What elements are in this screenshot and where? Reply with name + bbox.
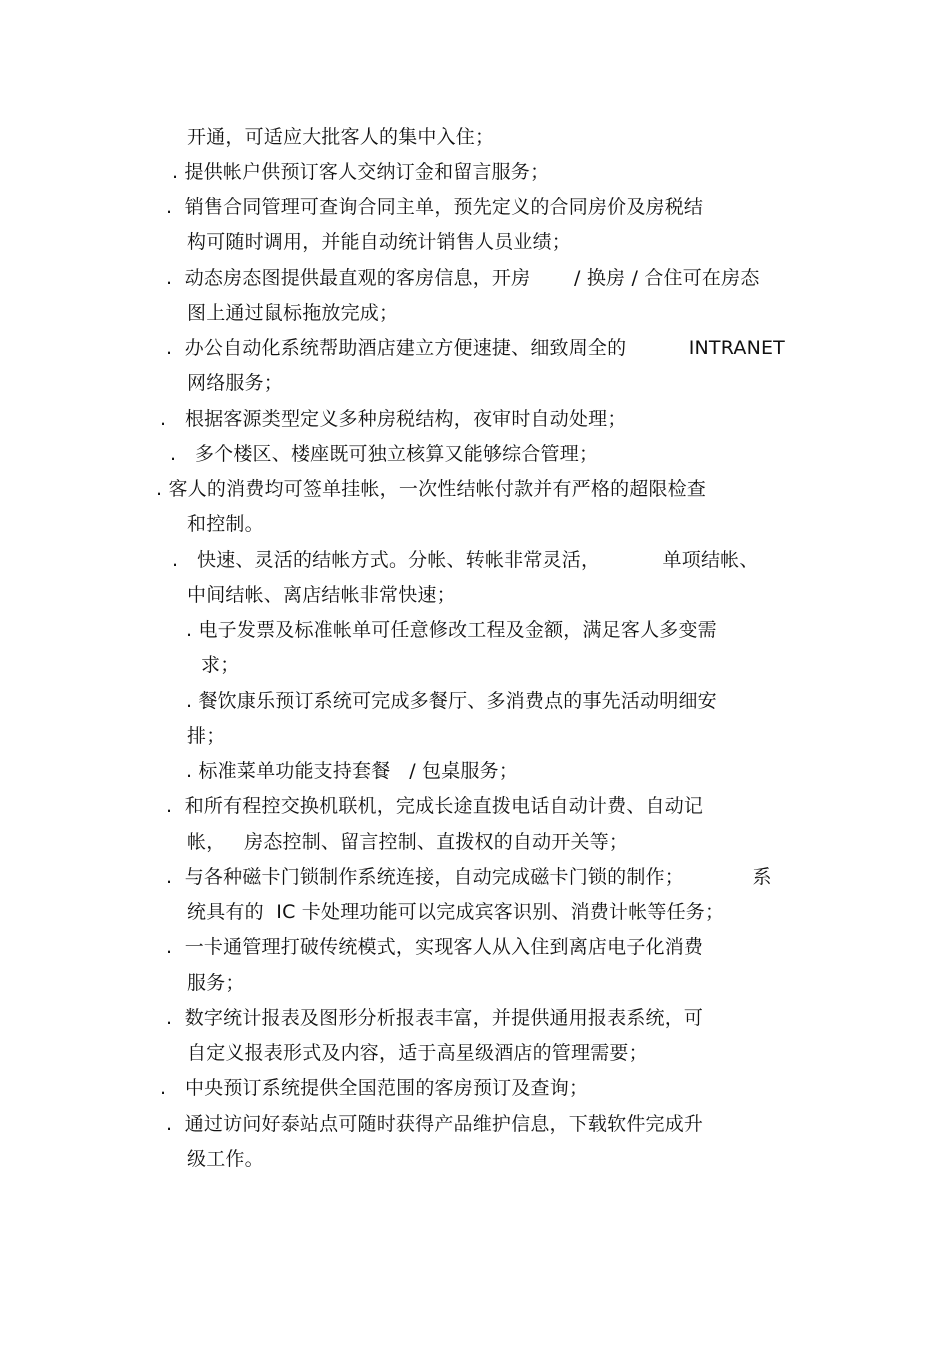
text-line: . 与各种磁卡门锁制作系统连接，自动完成磁卡门锁的制作； 系 (166, 866, 772, 888)
text-line: 图上通过鼠标拖放完成； (187, 302, 399, 324)
text-line: 自定义报表形式及内容，适于高星级酒店的管理需要； (187, 1042, 648, 1064)
text-line: . 餐饮康乐预订系统可完成多餐厅、多消费点的事先活动明细安 (186, 690, 717, 712)
text-line: . 标准菜单功能支持套餐 / 包桌服务； (186, 760, 519, 782)
text-line: . 快速、灵活的结帐方式。分帐、转帐非常灵活， 单项结帐、 (172, 549, 759, 571)
text-line: . 提供帐户供预订客人交纳订金和留言服务； (172, 161, 550, 183)
text-line: 中间结帐、离店结帐非常快速； (187, 584, 456, 606)
text-line: . 中央预订系统提供全国范围的客房预订及查询； (160, 1077, 589, 1099)
text-line: 统具有的 IC 卡处理功能可以完成宾客识别、消费计帐等任务； (187, 901, 725, 923)
text-line: . 根据客源类型定义多种房税结构，夜审时自动处理； (160, 408, 627, 430)
text-line: . 销售合同管理可查询合同主单，预先定义的合同房价及房税结 (166, 196, 704, 218)
text-line: 排； (187, 725, 226, 747)
text-line: 网络服务； (187, 372, 284, 394)
text-line: . 数字统计报表及图形分析报表丰富，并提供通用报表系统，可 (166, 1007, 704, 1029)
text-line: 构可随时调用，并能自动统计销售人员业绩； (187, 231, 572, 253)
text-line: . 一卡通管理打破传统模式，实现客人从入住到离店电子化消费 (166, 936, 704, 958)
text-line: . 动态房态图提供最直观的客房信息，开房 / 换房 / 合住可在房态 (166, 267, 760, 289)
text-line: . 电子发票及标准帐单可任意修改工程及金额，满足客人多变需 (186, 619, 717, 641)
text-line: 求； (201, 654, 240, 676)
text-line: 帐， 房态控制、留言控制、直拨权的自动开关等； (187, 831, 629, 853)
text-line: . 客人的消费均可签单挂帐，一次性结帐付款并有严格的超限检查 (156, 478, 707, 500)
text-line: 开通，可适应大批客人的集中入住； (187, 126, 495, 148)
text-line: . 多个楼区、楼座既可独立核算又能够综合管理； (170, 443, 599, 465)
text-line: 服务； (187, 972, 245, 994)
text-line: . 和所有程控交换机联机，完成长途直拨电话自动计费、自动记 (166, 795, 704, 817)
text-line: 级工作。 (187, 1148, 264, 1170)
text-line: . 通过访问好泰站点可随时获得产品维护信息，下载软件完成升 (166, 1113, 704, 1135)
text-line: 和控制。 (187, 513, 264, 535)
text-line: . 办公自动化系统帮助酒店建立方便速捷、细致周全的 INTRANET (166, 337, 785, 359)
